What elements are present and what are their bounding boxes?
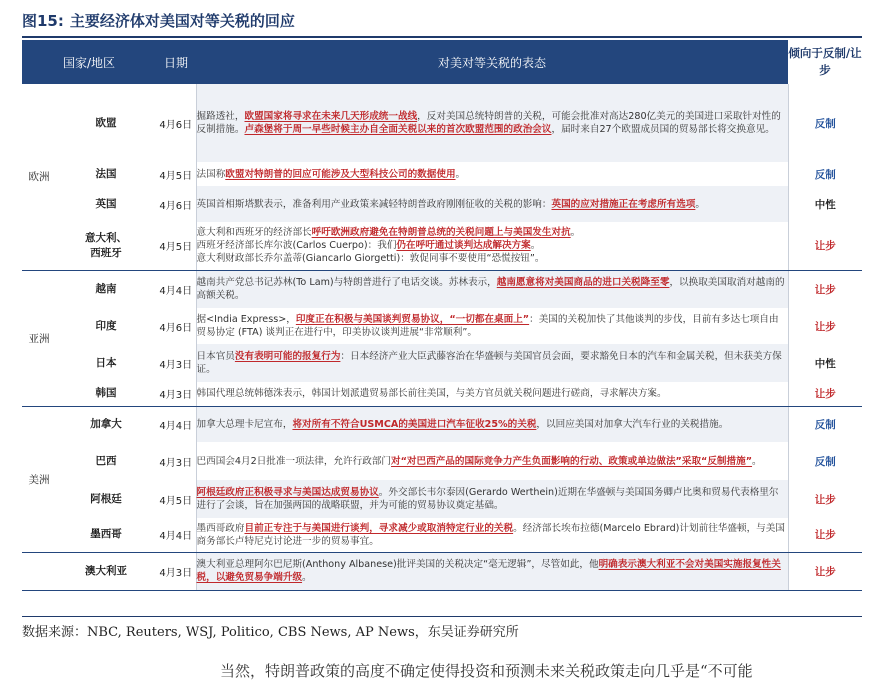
stance-cell: 让步	[788, 518, 862, 552]
region-empty	[22, 552, 56, 590]
country-cell: 意大利、 西班牙	[56, 222, 156, 270]
date-cell: 4月3日	[159, 457, 193, 469]
country-cell: 欧盟	[95, 116, 117, 129]
statement-cell: 英国首相斯塔默表示，准备利用产业政策来减轻特朗普政府刚刚征收的关税的影响：英国的应对措施正在考虑所有选项。	[196, 186, 788, 222]
bottom-rule	[22, 616, 862, 617]
region-europe: 欧洲	[22, 84, 56, 270]
country-cell: 澳大利亚	[56, 552, 156, 590]
statement-cell: 澳大利亚总理阿尔巴尼斯(Anthony Albanese)批评美国的关税决定“毫无逻辑”，尽管如此，他明确表示澳大利亚不会对美国实施报复性关税，以避免贸易争端升级。	[196, 552, 788, 590]
country-cell: 巴西	[95, 454, 117, 467]
stance-cell: 让步	[814, 283, 836, 296]
table-row	[22, 552, 862, 590]
table-row	[22, 406, 862, 442]
header-stance: 倾向于反制/让步	[788, 40, 862, 84]
stance-cell: 让步	[814, 493, 836, 506]
country-cell: 法国	[95, 167, 117, 180]
stance-cell: 中性	[814, 357, 836, 370]
stance-cell: 让步	[788, 382, 862, 406]
country-cell: 阿根廷	[90, 492, 122, 505]
table-row	[22, 270, 862, 308]
statement-cell: 加拿大总理卡尼宣布，将对所有不符合USMCA的美国进口汽车征收25%的关税，以回应美国对加拿大汽车行业的关税措施。	[196, 406, 788, 442]
country-cell: 越南	[95, 282, 117, 295]
statement-cell: 法国称欧盟对特朗普的回应可能涉及大型科技公司的数据使用。	[196, 162, 788, 186]
table-row	[22, 442, 862, 480]
table-row	[22, 162, 862, 186]
source-note: 数据来源：NBC, Reuters, WSJ, Politico, CBS News, AP News，东吴证券研究所	[22, 625, 519, 640]
date-cell: 4月3日	[156, 382, 196, 406]
header-row	[22, 40, 862, 84]
figure-title	[22, 8, 295, 34]
region-asia: 亚洲	[22, 270, 56, 406]
statement-cell: 据<India Express>，印度正在积极与美国谈判贸易协议，“一切都在桌面上”：美国的关税加快了其他谈判的步伐，目前有多达七项自由贸易协定 (FTA) 谈判正在进行中，印美协议谈判进展“非常顺利”。	[196, 308, 788, 344]
region-americas: 美洲	[22, 406, 56, 552]
statement-cell: 墨西哥政府目前正专注于与美国进行谈判，寻求减少或取消特定行业的关税。经济部长埃布拉德(Marcelo Ebrard)计划前往华盛顿，与美国商务部长卢特尼克讨论进一步的贸易事宜。	[196, 518, 788, 552]
country-cell: 英国	[95, 197, 117, 210]
stance-cell: 反制	[814, 168, 836, 181]
date-cell: 4月4日	[159, 285, 193, 297]
date-cell: 4月6日	[159, 322, 193, 334]
table-row	[22, 480, 862, 518]
country-cell: 韩国	[56, 382, 156, 406]
table-row	[22, 518, 862, 552]
header-statement: 对美对等关税的表态	[196, 40, 788, 84]
date-cell: 4月5日	[156, 222, 196, 270]
country-cell: 印度	[95, 319, 117, 332]
figure-title-text: 主要经济体对美国对等关税的回应	[69, 12, 295, 30]
header-date: 日期	[156, 40, 196, 84]
table-row	[22, 308, 862, 344]
statement-cell: 韩国代理总统韩德洙表示，韩国计划派遣贸易部长前往美国，与美方官员就关税问题进行磋商，寻求解决方案。	[196, 382, 788, 406]
table-row	[22, 382, 862, 406]
date-cell: 4月6日	[159, 119, 193, 131]
stance-cell: 让步	[788, 222, 862, 270]
date-cell: 4月3日	[156, 552, 196, 590]
response-table	[22, 40, 862, 591]
stance-cell: 让步	[788, 552, 862, 590]
date-cell: 4月3日	[159, 359, 193, 371]
date-cell: 4月4日	[159, 420, 193, 432]
table-row	[22, 84, 862, 162]
table-row	[22, 344, 862, 382]
header-region: 国家/地区	[22, 40, 156, 84]
country-cell: 加拿大	[90, 417, 122, 430]
table-row	[22, 186, 862, 222]
table-row	[22, 222, 862, 270]
statement-cell: 日本官员没有表明可能的报复行为：日本经济产业大臣武藤容治在华盛顿与美国官员会面，要求豁免日本的汽车和金属关税，但未获美方保证。	[196, 344, 788, 382]
date-cell: 4月5日	[159, 495, 193, 507]
country-cell: 墨西哥	[56, 518, 156, 552]
date-cell: 4月6日	[159, 200, 193, 212]
stance-cell: 让步	[814, 320, 836, 333]
stance-cell: 反制	[814, 418, 836, 431]
date-cell: 4月4日	[156, 518, 196, 552]
title-rule	[22, 36, 862, 38]
date-cell: 4月5日	[159, 170, 193, 182]
statement-cell: 阿根廷政府正积极寻求与美国达成贸易协议。外交部长韦尔泰因(Gerardo Werthein)近期在华盛顿与美国国务卿卢比奥和贸易代表格里尔进行了会谈，旨在加强两国的战略联盟，并为可能的贸易协议奠定基础。	[196, 480, 788, 518]
statement-cell: 意大利和西班牙的经济部长呼吁欧洲政府避免在特朗普总统的关税问题上与美国发生对抗。 西班牙经济部长库尔波(Carlos Cuerpo)：我们仍在呼吁通过谈判达成解决方案。 意大利财政部长乔尔盖蒂(Giancarlo Giorgetti)：敦促同事不要使用“恐慌按钮”。	[196, 222, 788, 270]
statement-cell: 巴西国会4月2日批准一项法律，允许行政部门对“对巴西产品的国际竞争力产生负面影响的行动、政策或单边做法”采取“反制措施”。	[196, 442, 788, 480]
statement-cell: 掘路透社，欧盟国家将寻求在未来几天形成统一战线，反对美国总统特朗普的关税，可能会批准对高达280亿美元的美国进口采取针对性的反制措施。卢森堡将于周一早些时候主办自全面关税以来的首次欧盟范围的政治会议，届时来自27个欧盟成员国的贸易部长将交换意见。	[196, 84, 788, 162]
stance-cell: 反制	[814, 455, 836, 468]
partial-body-text: 当然，特朗普政策的高度不确定使得投资和预测未来关税政策走向几乎是“不可能	[220, 662, 753, 680]
country-cell: 日本	[95, 356, 117, 369]
stance-cell: 反制	[814, 117, 836, 130]
figure-number: 图15:	[22, 12, 64, 30]
statement-cell: 越南共产党总书记苏林(To Lam)与特朗普进行了电话交谈。苏林表示，越南愿意将对美国商品的进口关税降至零，以换取美国取消对越南的高额关税。	[196, 270, 788, 308]
stance-cell: 中性	[814, 198, 836, 211]
